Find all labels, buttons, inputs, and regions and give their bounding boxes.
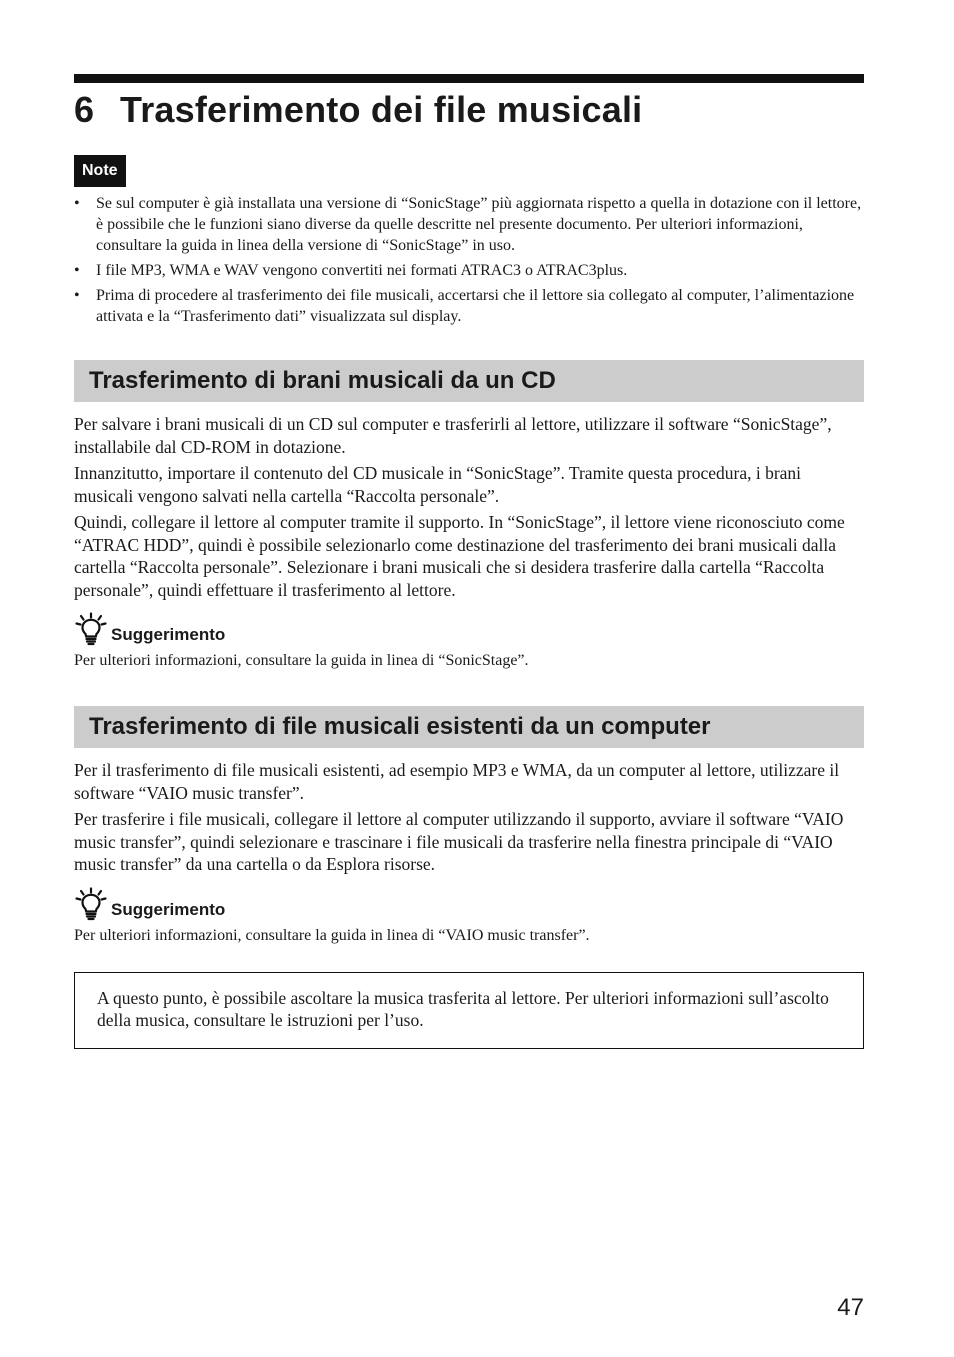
- chapter-number: 6: [74, 89, 95, 130]
- paragraph: Per il trasferimento di file musicali esistenti, ad esempio MP3 e WMA, da un computer al lettore, utilizzare il software “VAIO music transfer”.: [74, 760, 840, 803]
- bullet-icon: •: [74, 195, 80, 212]
- paragraph: Per salvare i brani musicali di un CD sul computer e trasferirli al lettore, utilizzare il software “SonicStage”, installabile dal CD-ROM in dotazione.: [74, 414, 832, 457]
- note-item: [74, 193, 864, 256]
- note-list: [74, 193, 864, 327]
- section-body-cd: [74, 413, 864, 601]
- paragraph: Quindi, collegare il lettore al computer tramite il supporto. In “SonicStage”, il lettore viene riconosciuto come “ATRAC HDD”, quindi è possibile selezionarlo come destinazione del trasferimento dei brani musicali dalla cartella “Raccolta personale”. Selezionare i brani musicali che si desidera trasferire dalla cartella “Raccolta personale”, quindi effettuare il trasferimento al lettore.: [74, 512, 845, 600]
- tip-text: Per ulteriori informazioni, consultare la guida in linea di “VAIO music transfer”.: [74, 926, 590, 944]
- page-number: 47: [837, 1294, 864, 1321]
- tip-label: Suggerimento: [111, 625, 226, 644]
- paragraph: Innanzitutto, importare il contenuto del CD musicale in “SonicStage”. Tramite questa procedura, i brani musicali vengono salvati nella cartella “Raccolta personale”.: [74, 463, 802, 506]
- note-item: [74, 260, 864, 281]
- bullet-icon: •: [74, 287, 80, 304]
- note-badge: Note: [74, 155, 126, 187]
- note-item-text: I file MP3, WMA e WAV vengono convertiti nei formati ATRAC3 o ATRAC3plus.: [96, 262, 628, 279]
- tip-heading: [74, 887, 864, 921]
- page-content: [74, 74, 864, 1049]
- section-heading-computer: Trasferimento di file musicali esistenti da un computer: [74, 706, 864, 748]
- lightbulb-icon: [74, 612, 108, 646]
- tip-heading: [74, 612, 864, 646]
- chapter-title-text: Trasferimento dei file musicali: [120, 89, 643, 130]
- chapter-top-rule: [74, 74, 864, 83]
- tip-text: Per ulteriori informazioni, consultare la guida in linea di “SonicStage”.: [74, 652, 529, 669]
- bullet-icon: •: [74, 262, 80, 279]
- section-heading-cd: Trasferimento di brani musicali da un CD: [74, 360, 864, 402]
- paragraph: Per trasferire i file musicali, collegare il lettore al computer utilizzando il supporto, avviare il software “VAIO music transfer”, quindi selezionare e trascinare i file musicali da trasferire nella finestra principale di “VAIO music transfer” da una cartella o da Esplora risorse.: [74, 809, 844, 874]
- lightbulb-icon: [74, 887, 108, 921]
- tip-label: Suggerimento: [111, 899, 226, 919]
- note-item-text: Se sul computer è già installata una versione di “SonicStage” più aggiornata rispetto a quella in dotazione con il lettore, è possibile che le funzioni siano diverse da quelle descritte nel presente documento. Per ulteriori informazioni, consultare la guida in linea della versione di “SonicStage” in uso.: [96, 195, 862, 254]
- note-item: [74, 285, 864, 327]
- section-body-computer: [74, 759, 864, 876]
- chapter-title: [74, 88, 864, 132]
- note-item-text: Prima di procedere al trasferimento dei file musicali, accertarsi che il lettore sia collegato al computer, l’alimentazione attivata e la “Trasferimento dati” visualizzata sul display.: [96, 287, 855, 325]
- summary-box: A questo punto, è possibile ascoltare la musica trasferita al lettore. Per ulteriori informazioni sull’ascolto della musica, consultare le istruzioni per l’uso.: [74, 972, 864, 1049]
